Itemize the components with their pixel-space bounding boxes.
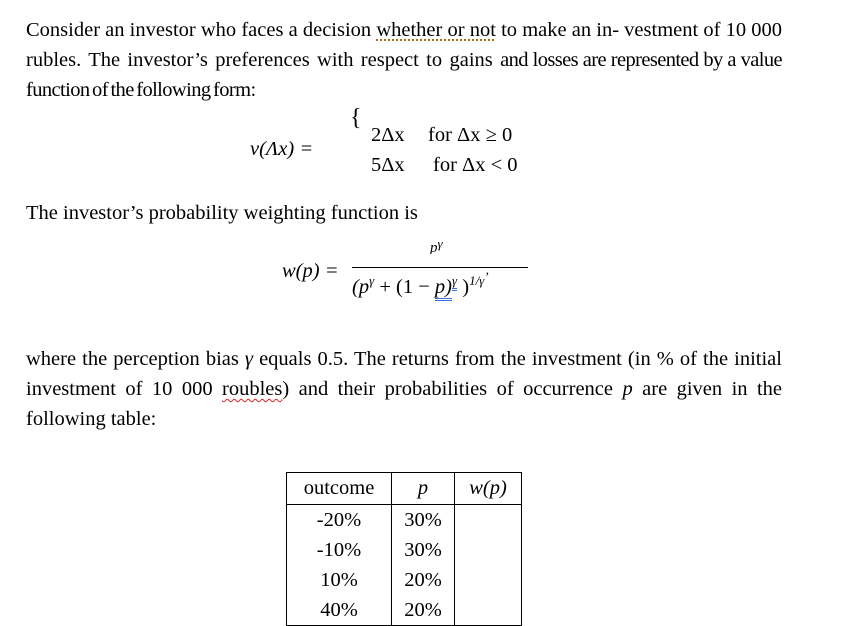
paragraph-2: The investor’s probability weighting function is: [26, 202, 418, 224]
cell-outcome: 40%: [287, 595, 392, 626]
cell-wp[interactable]: [455, 565, 522, 595]
paragraph-1-line-3: function of the following form:: [26, 79, 256, 101]
header-wp: w(p): [455, 473, 522, 505]
gamma-symbol: γ: [244, 348, 253, 370]
cell-wp[interactable]: [455, 595, 522, 626]
fraction-bar: [352, 267, 528, 268]
cell-p: 20%: [392, 565, 455, 595]
paragraph-3-line-1: [26, 344, 782, 374]
text: equals 0.5. The returns from the investment (in % of the initial: [253, 348, 782, 370]
header-p: p: [392, 473, 455, 505]
paragraph-1-line-1: [26, 15, 782, 45]
spelling-flagged-text[interactable]: roubles: [222, 378, 283, 400]
den-open: (p: [352, 276, 370, 298]
numerator-base: p: [430, 240, 438, 254]
numerator: [430, 240, 443, 254]
case-1-expression: [371, 124, 405, 147]
text: Consider an investor who faces a decision: [26, 19, 377, 41]
weighting-function-lhs: w(p) =: [282, 260, 339, 282]
text: are given in the: [632, 378, 782, 400]
cell-outcome: -10%: [287, 535, 392, 565]
cell-outcome: 10%: [287, 565, 392, 595]
value-function-lhs: v(Λx) =: [250, 138, 314, 160]
den-close: ): [457, 276, 470, 298]
den-mid: + (1 −: [374, 276, 435, 298]
paragraph-3-line-3: following table:: [26, 408, 157, 430]
table-row: [287, 505, 522, 536]
trailing-comma: ’: [484, 269, 489, 284]
text: where the perception bias: [26, 348, 245, 370]
denominator: [352, 269, 489, 299]
table-row: [287, 535, 522, 565]
cell-p: 30%: [392, 535, 455, 565]
cell-outcome: -20%: [287, 505, 392, 536]
header-outcome: outcome: [287, 473, 392, 505]
text: to make an in- vestment of 10 000: [495, 19, 782, 41]
den-exp-2: γ: [452, 273, 457, 291]
den-p[interactable]: p): [435, 276, 452, 301]
case-1-condition: for Δx ≥ 0: [428, 124, 513, 146]
table-row: [287, 565, 522, 595]
text: rubles. The investor’s preferences with respect to gains: [26, 49, 501, 71]
p-symbol: p: [622, 378, 633, 400]
text: investment of 10 000: [26, 378, 223, 400]
den-exp-3: 1/γ: [469, 273, 485, 288]
text: and losses are represented by a value: [500, 49, 782, 71]
outcome-table: [286, 472, 522, 626]
den-exp-1: γ: [369, 273, 375, 288]
expr: 2Δx: [371, 124, 405, 146]
grammar-flagged-text[interactable]: whether or not: [376, 19, 496, 41]
numerator-exponent: γ: [437, 240, 443, 251]
paragraph-1-line-2: [26, 45, 782, 75]
cell-wp[interactable]: [455, 535, 522, 565]
cell-p: 20%: [392, 595, 455, 626]
text: ) and their probabilities of occurrence: [282, 378, 623, 400]
paragraph-3-line-2: [26, 374, 782, 404]
case-2-condition: for Δx < 0: [433, 154, 518, 176]
cell-p: 30%: [392, 505, 455, 536]
brace: {: [350, 105, 362, 131]
table-header-row: [287, 473, 522, 505]
table-row: [287, 595, 522, 626]
case-2-expression: 5Δx: [371, 154, 405, 176]
cell-wp[interactable]: [455, 505, 522, 536]
